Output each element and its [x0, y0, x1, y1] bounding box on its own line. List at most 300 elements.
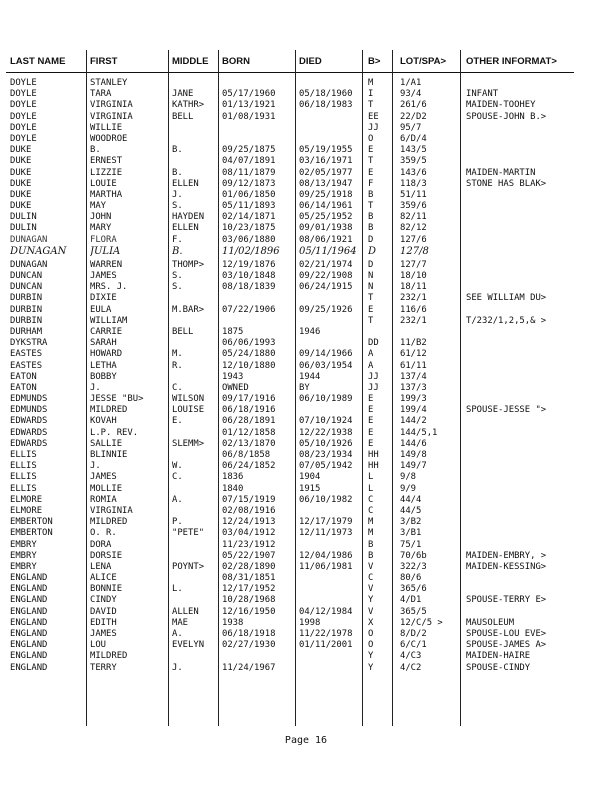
- section-cell: A: [368, 349, 374, 360]
- lot-space-cell: 93/4: [400, 89, 422, 100]
- lot-space-cell: 95/7: [400, 122, 422, 133]
- lot-space-cell: 365/6: [400, 584, 427, 595]
- middle-name-cell: B.: [172, 245, 183, 257]
- middle-name-cell: B.: [172, 167, 183, 178]
- died-date-cell: 08/06/1921: [299, 234, 353, 245]
- died-date-cell: 06/03/1954: [299, 360, 353, 371]
- table-row: [6, 394, 574, 405]
- table-row: [6, 663, 574, 674]
- first-name-cell: J.: [90, 382, 101, 393]
- died-date-cell: 05/11/1964: [299, 245, 357, 257]
- header-first: FIRST: [90, 56, 118, 67]
- lot-space-cell: 51/11: [400, 189, 427, 200]
- lot-space-cell: 322/3: [400, 561, 427, 572]
- header-b: B>: [368, 56, 381, 67]
- first-name-cell: ALICE: [90, 573, 117, 584]
- first-name-cell: FLORA: [90, 234, 117, 245]
- born-date-cell: 05/17/1960: [222, 89, 276, 100]
- last-name-cell: DOYLE: [10, 111, 37, 122]
- last-name-cell: EDMUNDS: [10, 405, 48, 416]
- first-name-cell: DAVID: [90, 606, 117, 617]
- last-name-cell: ENGLAND: [10, 606, 48, 617]
- born-date-cell: 02/13/1870: [222, 438, 276, 449]
- section-cell: F: [368, 178, 374, 189]
- died-date-cell: 06/24/1915: [299, 282, 353, 293]
- born-date-cell: 09/17/1916: [222, 394, 276, 405]
- section-cell: V: [368, 584, 374, 595]
- died-date-cell: 02/05/1977: [299, 167, 353, 178]
- table-row: [6, 349, 574, 360]
- died-date-cell: 09/01/1938: [299, 223, 353, 234]
- other-info-cell: SPOUSE-TERRY E>: [466, 595, 547, 606]
- middle-name-cell: J.: [172, 662, 183, 673]
- middle-name-cell: M.: [172, 349, 183, 360]
- lot-space-cell: 70/6b: [400, 550, 427, 561]
- section-cell: A: [368, 360, 374, 371]
- lot-space-cell: 82/12: [400, 223, 427, 234]
- lot-space-cell: 143/5: [400, 145, 427, 156]
- middle-name-cell: ELLEN: [172, 223, 199, 234]
- table-row: [6, 212, 574, 223]
- table-row: [6, 282, 574, 293]
- section-cell: D: [368, 259, 374, 270]
- section-cell: B: [368, 189, 374, 200]
- middle-name-cell: ALLEN: [172, 606, 199, 617]
- died-date-cell: 11/22/1978: [299, 629, 353, 639]
- section-cell: T: [368, 315, 374, 326]
- born-date-cell: 02/28/1890: [222, 561, 276, 572]
- table-row: [6, 338, 574, 349]
- table-row: [6, 640, 574, 651]
- table-row: [6, 607, 574, 618]
- other-info-cell: MAUSOLEUM: [466, 617, 515, 628]
- first-name-cell: VIRGINIA: [90, 505, 133, 516]
- lot-space-cell: 199/4: [400, 405, 427, 416]
- section-cell: JJ: [368, 122, 379, 133]
- section-cell: M: [368, 528, 374, 539]
- first-name-cell: JAMES: [90, 629, 117, 639]
- last-name-cell: DULIN: [10, 212, 37, 223]
- table-row: [6, 372, 574, 383]
- born-date-cell: 01/06/1850: [222, 189, 276, 200]
- middle-name-cell: EVELYN: [172, 640, 205, 651]
- last-name-cell: EMBRY: [10, 539, 37, 550]
- lot-space-cell: 22/D2: [400, 111, 427, 122]
- first-name-cell: VIRGINIA: [90, 100, 133, 111]
- table-header: [6, 50, 574, 73]
- died-date-cell: 05/10/1926: [299, 438, 353, 449]
- table-row: [6, 506, 574, 517]
- table-row: [6, 112, 574, 123]
- lot-space-cell: 9/9: [400, 483, 417, 494]
- first-name-cell: MOLLIE: [90, 483, 123, 494]
- lot-space-cell: 18/11: [400, 282, 427, 293]
- born-date-cell: 12/17/1952: [222, 584, 276, 595]
- section-cell: JJ: [368, 382, 379, 393]
- died-date-cell: 06/10/1982: [299, 494, 353, 505]
- last-name-cell: DURBIN: [10, 304, 43, 315]
- last-name-cell: EMBERTON: [10, 517, 53, 528]
- lot-space-cell: 12/C/5 >: [400, 617, 443, 628]
- section-cell: T: [368, 100, 374, 111]
- middle-name-cell: C.: [172, 382, 183, 393]
- last-name-cell: EDWARDS: [10, 438, 48, 449]
- born-date-cell: 03/10/1848: [222, 271, 276, 281]
- table-row: [6, 89, 574, 100]
- table-row: [6, 428, 574, 439]
- lot-space-cell: 127/6: [400, 234, 427, 245]
- lot-space-cell: 144/6: [400, 438, 427, 449]
- section-cell: E: [368, 167, 374, 178]
- section-cell: B: [368, 212, 374, 223]
- born-date-cell: 05/22/1907: [222, 550, 276, 561]
- first-name-cell: O. R.: [90, 528, 117, 539]
- header-born: BORN: [222, 56, 250, 67]
- first-name-cell: JOHN: [90, 212, 112, 223]
- section-cell: E: [368, 427, 374, 438]
- lot-space-cell: 11/B2: [400, 338, 427, 349]
- first-name-cell: CARRIE: [90, 326, 123, 337]
- table-row: [6, 528, 574, 539]
- table-row: [6, 416, 574, 427]
- header-middle: MIDDLE: [172, 56, 209, 67]
- table-row: [6, 584, 574, 595]
- born-date-cell: 12/19/1876: [222, 259, 276, 270]
- first-name-cell: KOVAH: [90, 416, 117, 427]
- born-date-cell: 11/24/1967: [222, 662, 276, 673]
- lot-space-cell: 149/8: [400, 450, 427, 460]
- first-name-cell: CINDY: [90, 595, 117, 606]
- section-cell: HH: [368, 450, 379, 460]
- last-name-cell: ENGLAND: [10, 629, 48, 639]
- lot-space-cell: 127/7: [400, 259, 427, 270]
- died-date-cell: 01/11/2001: [299, 640, 353, 651]
- section-cell: JJ: [368, 371, 379, 382]
- last-name-cell: EDWARDS: [10, 416, 48, 427]
- middle-name-cell: A.: [172, 629, 183, 639]
- middle-name-cell: F.: [172, 234, 183, 245]
- last-name-cell: DUKE: [10, 145, 32, 156]
- section-cell: O: [368, 640, 374, 651]
- table-row: [6, 179, 574, 190]
- middle-name-cell: M.BAR>: [172, 304, 205, 315]
- first-name-cell: LIZZIE: [90, 167, 123, 178]
- born-date-cell: 11/23/1912: [222, 539, 276, 550]
- died-date-cell: BY: [299, 382, 310, 393]
- other-info-cell: T/232/1,2,5,& >: [466, 315, 547, 326]
- table-row: [6, 361, 574, 372]
- first-name-cell: MILDRED: [90, 405, 128, 416]
- middle-name-cell: C.: [172, 472, 183, 483]
- other-info-cell: SPOUSE-JAMES A>: [466, 640, 547, 651]
- burial-records-table: [6, 78, 574, 674]
- last-name-cell: EASTES: [10, 349, 43, 360]
- table-row: [6, 540, 574, 551]
- last-name-cell: DOYLE: [10, 133, 37, 144]
- first-name-cell: DIXIE: [90, 293, 117, 304]
- died-date-cell: 06/10/1989: [299, 394, 353, 405]
- last-name-cell: ELMORE: [10, 494, 43, 505]
- first-name-cell: BLINNIE: [90, 450, 128, 460]
- table-row: [6, 439, 574, 450]
- born-date-cell: 01/08/1931: [222, 111, 276, 122]
- lot-space-cell: 4/C2: [400, 662, 422, 673]
- section-cell: V: [368, 606, 374, 617]
- first-name-cell: SALLIE: [90, 438, 123, 449]
- last-name-cell: DOYLE: [10, 78, 37, 88]
- table-row: [6, 405, 574, 416]
- died-date-cell: 02/21/1974: [299, 259, 353, 270]
- section-cell: B: [368, 539, 374, 550]
- first-name-cell: DORA: [90, 539, 112, 550]
- last-name-cell: DUNAGAN: [10, 234, 48, 245]
- last-name-cell: DURHAM: [10, 326, 43, 337]
- table-row: [6, 551, 574, 562]
- table-row: [6, 573, 574, 584]
- born-date-cell: 09/12/1873: [222, 178, 276, 189]
- other-info-cell: STONE HAS BLAK>: [466, 178, 547, 189]
- section-cell: N: [368, 271, 374, 281]
- first-name-cell: STANLEY: [90, 78, 128, 88]
- first-name-cell: LOUIE: [90, 178, 117, 189]
- last-name-cell: DUKE: [10, 156, 32, 167]
- middle-name-cell: S.: [172, 282, 183, 293]
- died-date-cell: 09/22/1908: [299, 271, 353, 281]
- header-lot: LOT/SPA>: [400, 56, 447, 67]
- table-row: [6, 201, 574, 212]
- first-name-cell: L.P. REV.: [90, 427, 139, 438]
- section-cell: M: [368, 517, 374, 528]
- first-name-cell: EDITH: [90, 617, 117, 628]
- last-name-cell: ELLIS: [10, 483, 37, 494]
- lot-space-cell: 137/4: [400, 371, 427, 382]
- section-cell: L: [368, 483, 374, 494]
- lot-space-cell: 118/3: [400, 178, 427, 189]
- lot-space-cell: 6/D/4: [400, 133, 427, 144]
- last-name-cell: DUKE: [10, 178, 32, 189]
- section-cell: EE: [368, 111, 379, 122]
- other-info-cell: SPOUSE-JOHN B.>: [466, 111, 547, 122]
- died-date-cell: 11/06/1981: [299, 561, 353, 572]
- last-name-cell: DOYLE: [10, 100, 37, 111]
- born-date-cell: 06/18/1918: [222, 629, 276, 639]
- table-row: [6, 156, 574, 167]
- last-name-cell: ENGLAND: [10, 651, 48, 662]
- table-row: [6, 517, 574, 528]
- middle-name-cell: THOMP>: [172, 259, 205, 270]
- table-row: [6, 235, 574, 246]
- section-cell: M: [368, 78, 374, 88]
- middle-name-cell: JANE: [172, 89, 194, 100]
- died-date-cell: 1904: [299, 472, 321, 483]
- first-name-cell: WILLIAM: [90, 315, 128, 326]
- died-date-cell: 05/18/1960: [299, 89, 353, 100]
- section-cell: T: [368, 201, 374, 212]
- middle-name-cell: S.: [172, 271, 183, 281]
- born-date-cell: 11/02/1896: [222, 245, 280, 257]
- born-date-cell: 06/18/1916: [222, 405, 276, 416]
- last-name-cell: DUNAGAN: [10, 245, 67, 257]
- first-name-cell: MRS. J.: [90, 282, 128, 293]
- last-name-cell: DOYLE: [10, 89, 37, 100]
- table-row: [6, 223, 574, 234]
- died-date-cell: 08/13/1947: [299, 178, 353, 189]
- middle-name-cell: W.: [172, 461, 183, 472]
- died-date-cell: 05/19/1955: [299, 145, 353, 156]
- lot-space-cell: 18/10: [400, 271, 427, 281]
- section-cell: I: [368, 89, 374, 100]
- born-date-cell: 09/25/1875: [222, 145, 276, 156]
- lot-space-cell: 61/11: [400, 360, 427, 371]
- last-name-cell: DUKE: [10, 167, 32, 178]
- first-name-cell: MAY: [90, 201, 107, 212]
- first-name-cell: SARAH: [90, 338, 117, 349]
- other-info-cell: SPOUSE-CINDY: [466, 662, 531, 673]
- born-date-cell: 08/18/1839: [222, 282, 276, 293]
- first-name-cell: VIRGINIA: [90, 111, 133, 122]
- last-name-cell: ENGLAND: [10, 617, 48, 628]
- first-name-cell: BOBBY: [90, 371, 117, 382]
- table-row: [6, 246, 574, 260]
- died-date-cell: 03/16/1971: [299, 156, 353, 167]
- section-cell: B: [368, 550, 374, 561]
- lot-space-cell: 80/6: [400, 573, 422, 584]
- born-date-cell: 06/28/1891: [222, 416, 276, 427]
- born-date-cell: 1943: [222, 371, 244, 382]
- last-name-cell: DUNCAN: [10, 271, 43, 281]
- section-cell: C: [368, 494, 374, 505]
- born-date-cell: 04/07/1891: [222, 156, 276, 167]
- born-date-cell: 10/23/1875: [222, 223, 276, 234]
- born-date-cell: OWNED: [222, 382, 249, 393]
- last-name-cell: ENGLAND: [10, 640, 48, 651]
- other-info-cell: SPOUSE-LOU EVE>: [466, 629, 547, 639]
- last-name-cell: EATON: [10, 371, 37, 382]
- born-date-cell: 03/06/1880: [222, 234, 276, 245]
- middle-name-cell: LOUISE: [172, 405, 205, 416]
- first-name-cell: TERRY: [90, 662, 117, 673]
- died-date-cell: 09/25/1918: [299, 189, 353, 200]
- section-cell: B: [368, 223, 374, 234]
- lot-space-cell: 359/6: [400, 201, 427, 212]
- born-date-cell: 12/10/1880: [222, 360, 276, 371]
- first-name-cell: LETHA: [90, 360, 117, 371]
- died-date-cell: 1944: [299, 371, 321, 382]
- table-row: [6, 316, 574, 327]
- lot-space-cell: 4/C3: [400, 651, 422, 662]
- first-name-cell: ERNEST: [90, 156, 123, 167]
- first-name-cell: EULA: [90, 304, 112, 315]
- born-date-cell: 1836: [222, 472, 244, 483]
- first-name-cell: BONNIE: [90, 584, 123, 595]
- middle-name-cell: L.: [172, 584, 183, 595]
- born-date-cell: 08/11/1879: [222, 167, 276, 178]
- middle-name-cell: "PETE": [172, 528, 205, 539]
- first-name-cell: B.: [90, 145, 101, 156]
- header-last-name: LAST NAME: [10, 56, 66, 67]
- lot-space-cell: 75/1: [400, 539, 422, 550]
- other-info-cell: SPOUSE-JESSE ">: [466, 405, 547, 416]
- section-cell: E: [368, 416, 374, 427]
- lot-space-cell: 199/3: [400, 394, 427, 405]
- last-name-cell: ELMORE: [10, 505, 43, 516]
- lot-space-cell: 137/3: [400, 382, 427, 393]
- last-name-cell: ENGLAND: [10, 662, 48, 673]
- lot-space-cell: 3/B1: [400, 528, 422, 539]
- other-info-cell: MAIDEN-HAIRE: [466, 651, 531, 662]
- first-name-cell: MARY: [90, 223, 112, 234]
- born-date-cell: 02/08/1916: [222, 505, 276, 516]
- last-name-cell: DYKSTRA: [10, 338, 48, 349]
- table-row: [6, 450, 574, 461]
- section-cell: O: [368, 133, 374, 144]
- first-name-cell: JAMES: [90, 271, 117, 281]
- section-cell: E: [368, 438, 374, 449]
- middle-name-cell: B.: [172, 145, 183, 156]
- table-row: [6, 260, 574, 271]
- lot-space-cell: 144/2: [400, 416, 427, 427]
- last-name-cell: EDWARDS: [10, 427, 48, 438]
- died-date-cell: 06/18/1983: [299, 100, 353, 111]
- born-date-cell: 1840: [222, 483, 244, 494]
- table-row: [6, 495, 574, 506]
- last-name-cell: ELLIS: [10, 461, 37, 472]
- section-cell: L: [368, 472, 374, 483]
- table-row: [6, 78, 574, 89]
- table-row: [6, 134, 574, 145]
- lot-space-cell: 144/5,1: [400, 427, 438, 438]
- table-row: [6, 472, 574, 483]
- last-name-cell: DULIN: [10, 223, 37, 234]
- section-cell: X: [368, 617, 374, 628]
- table-row: [6, 629, 574, 640]
- died-date-cell: 12/22/1938: [299, 427, 353, 438]
- table-row: [6, 327, 574, 338]
- first-name-cell: HOWARD: [90, 349, 123, 360]
- middle-name-cell: ELLEN: [172, 178, 199, 189]
- section-cell: C: [368, 573, 374, 584]
- section-cell: DD: [368, 338, 379, 349]
- lot-space-cell: 127/8: [400, 245, 429, 257]
- born-date-cell: 10/28/1968: [222, 595, 276, 606]
- table-row: [6, 383, 574, 394]
- section-cell: T: [368, 156, 374, 167]
- lot-space-cell: 9/8: [400, 472, 417, 483]
- died-date-cell: 07/05/1942: [299, 461, 353, 472]
- first-name-cell: JESSE "BU>: [90, 394, 144, 405]
- middle-name-cell: MAE: [172, 617, 189, 628]
- first-name-cell: DORSIE: [90, 550, 123, 561]
- born-date-cell: 02/27/1930: [222, 640, 276, 651]
- born-date-cell: 07/22/1906: [222, 304, 276, 315]
- header-other: OTHER INFORMAT>: [466, 56, 557, 67]
- born-date-cell: 05/24/1880: [222, 349, 276, 360]
- lot-space-cell: 261/6: [400, 100, 427, 111]
- lot-space-cell: 149/7: [400, 461, 427, 472]
- table-row: [6, 190, 574, 201]
- other-info-cell: MAIDEN-TOOHEY: [466, 100, 536, 111]
- lot-space-cell: 1/A1: [400, 78, 422, 88]
- first-name-cell: JULIA: [90, 245, 121, 257]
- born-date-cell: 01/12/1858: [222, 427, 276, 438]
- middle-name-cell: P.: [172, 517, 183, 528]
- died-date-cell: 1946: [299, 326, 321, 337]
- last-name-cell: EASTES: [10, 360, 43, 371]
- first-name-cell: JAMES: [90, 472, 117, 483]
- last-name-cell: DURBIN: [10, 315, 43, 326]
- lot-space-cell: 61/12: [400, 349, 427, 360]
- section-cell: V: [368, 561, 374, 572]
